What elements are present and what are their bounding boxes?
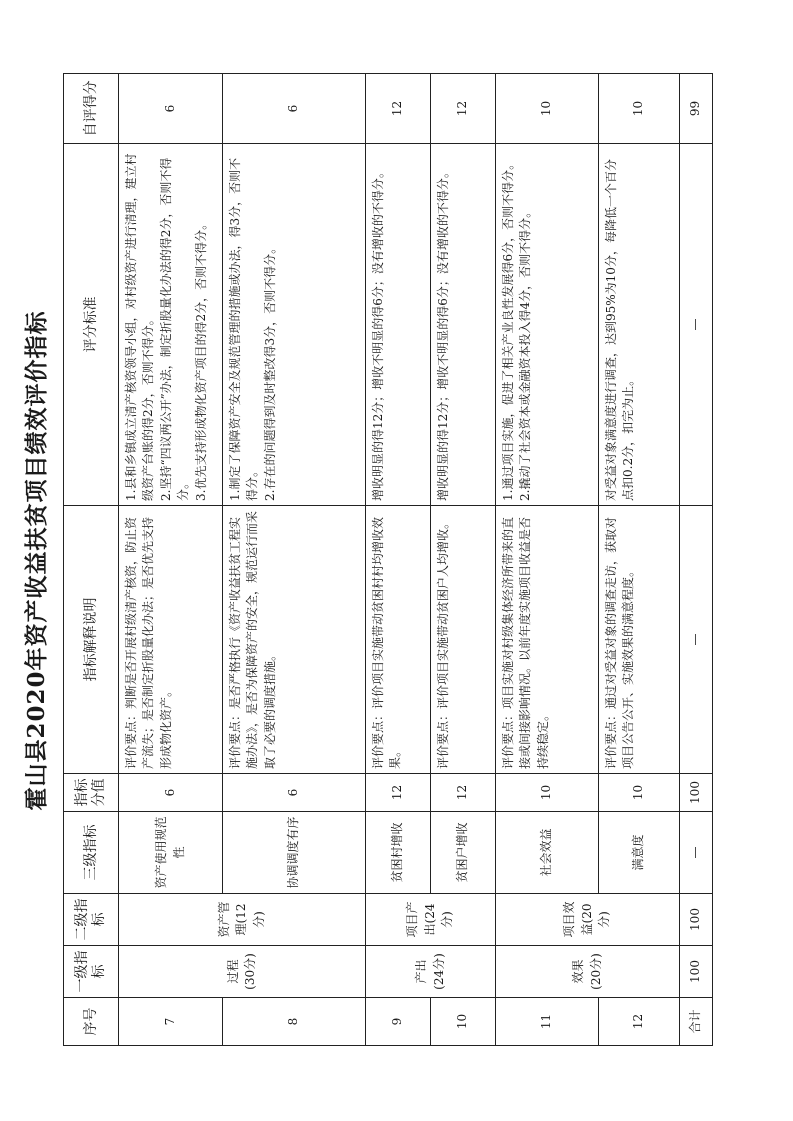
cell-seq: 11 <box>496 998 599 1046</box>
table-row <box>496 74 599 1046</box>
total-row <box>680 74 713 1046</box>
cell-self-score: 10 <box>599 74 680 144</box>
cell-second-level: 项目产出(24分) <box>366 894 496 946</box>
total-first-level: 100 <box>680 946 713 998</box>
page-title: 霍山县2020年资产收益扶贫项目绩效评价指标 <box>23 310 50 811</box>
cell-self-score: 10 <box>496 74 599 144</box>
table-row <box>366 74 431 1046</box>
cell-score: 6 <box>119 774 223 812</box>
cell-third-level: 满意度 <box>599 812 680 894</box>
total-score: 100 <box>680 774 713 812</box>
header-row <box>64 74 119 1046</box>
cell-explain: 评价要点：通过对受益对象的调查走访，获取对项目公告公开、实施效果的满意程度。 <box>599 506 680 774</box>
cell-third-level: 社会效益 <box>496 812 599 894</box>
cell-self-score: 6 <box>119 74 223 144</box>
cell-first-level: 过程(30分) <box>119 946 366 998</box>
header-seq: 序号 <box>64 998 119 1046</box>
header-second-level: 二级指标 <box>64 894 119 946</box>
header-criteria: 评分标准 <box>64 144 119 506</box>
cell-score: 12 <box>366 774 431 812</box>
evaluation-table <box>63 73 713 1046</box>
cell-score: 10 <box>496 774 599 812</box>
cell-second-level: 项目效益(20分) <box>496 894 680 946</box>
cell-self-score: 6 <box>223 74 366 144</box>
cell-criteria: 对受益对象满意度进行调查，达到95%为10分，每降低一个百分点扣0.2分，扣完为止。 <box>599 144 680 506</box>
cell-criteria: 增收明显的得12分；增收不明显的得6分；没有增收的不得分。 <box>366 144 431 506</box>
cell-explain: 评价要点：评价项目实施带动贫困村村均增收效果。 <box>366 506 431 774</box>
cell-third-level: 资产使用规范性 <box>119 812 223 894</box>
header-self-score: 自评得分 <box>64 74 119 144</box>
cell-third-level: 贫困户增收 <box>431 812 496 894</box>
cell-self-score: 12 <box>431 74 496 144</box>
cell-criteria: 增收明显的得12分；增收不明显的得6分；没有增收的不得分。 <box>431 144 496 506</box>
cell-second-level: 资产管理(12分) <box>119 894 366 946</box>
total-second-level: 100 <box>680 894 713 946</box>
total-self-score: 99 <box>680 74 713 144</box>
header-explain: 指标解释说明 <box>64 506 119 774</box>
table-row <box>119 74 223 1046</box>
cell-criteria: 1.制定了保障资产安全及规范管理的措施或办法，得3分，否则不得分。 2.存在的问题得到及时整改得3分，否则不得分。 <box>223 144 366 506</box>
cell-seq: 7 <box>119 998 223 1046</box>
cell-first-level: 产出(24分) <box>366 946 496 998</box>
header-score: 指标分值 <box>64 774 119 812</box>
total-third-level: — <box>680 812 713 894</box>
cell-criteria: 1.通过项目实施，促进了相关产业良性发展得6分，否则不得分。 2.撬动了社会资本或金融资本投入得4分，否则不得分。 <box>496 144 599 506</box>
cell-third-level: 协调调度有序 <box>223 812 366 894</box>
cell-seq: 9 <box>366 998 431 1046</box>
cell-score: 10 <box>599 774 680 812</box>
cell-third-level: 贫困村增收 <box>366 812 431 894</box>
header-first-level: 一级指标 <box>64 946 119 998</box>
cell-self-score: 12 <box>366 74 431 144</box>
cell-criteria: 1.县和乡镇成立清产核资领导小组，对村级资产进行清理，建立村级资产台账的得2分，否则不得分。 2.坚持“四议两公开”办法，制定折股量化办法的得2分，否则不得分。 3.优先支持形成物化资产项目的得2分，否则不得分。 <box>119 144 223 506</box>
cell-seq: 8 <box>223 998 366 1046</box>
cell-explain: 评价要点：评价项目实施带动贫困户人均增收。 <box>431 506 496 774</box>
cell-explain: 评价要点：项目实施对村级集体经济所带来的直接或间接影响情况。以前年度实施项目收益是否持续稳定。 <box>496 506 599 774</box>
cell-seq: 10 <box>431 998 496 1046</box>
cell-explain: 评价要点：是否严格执行《资产收益扶贫工程实施办法》，是否为保障资产的安全，规范运行而采取了必要的调度措施。 <box>223 506 366 774</box>
cell-score: 12 <box>431 774 496 812</box>
total-criteria: — <box>680 144 713 506</box>
total-label: 合计 <box>680 998 713 1046</box>
total-explain: — <box>680 506 713 774</box>
cell-explain: 评价要点：判断是否开展村级清产核资，防止资产流失；是否制定折股量化办法；是否优先支持形成物化资产。 <box>119 506 223 774</box>
header-third-level: 三级指标 <box>64 812 119 894</box>
cell-first-level: 效果(20分) <box>496 946 680 998</box>
cell-score: 6 <box>223 774 366 812</box>
cell-seq: 12 <box>599 998 680 1046</box>
